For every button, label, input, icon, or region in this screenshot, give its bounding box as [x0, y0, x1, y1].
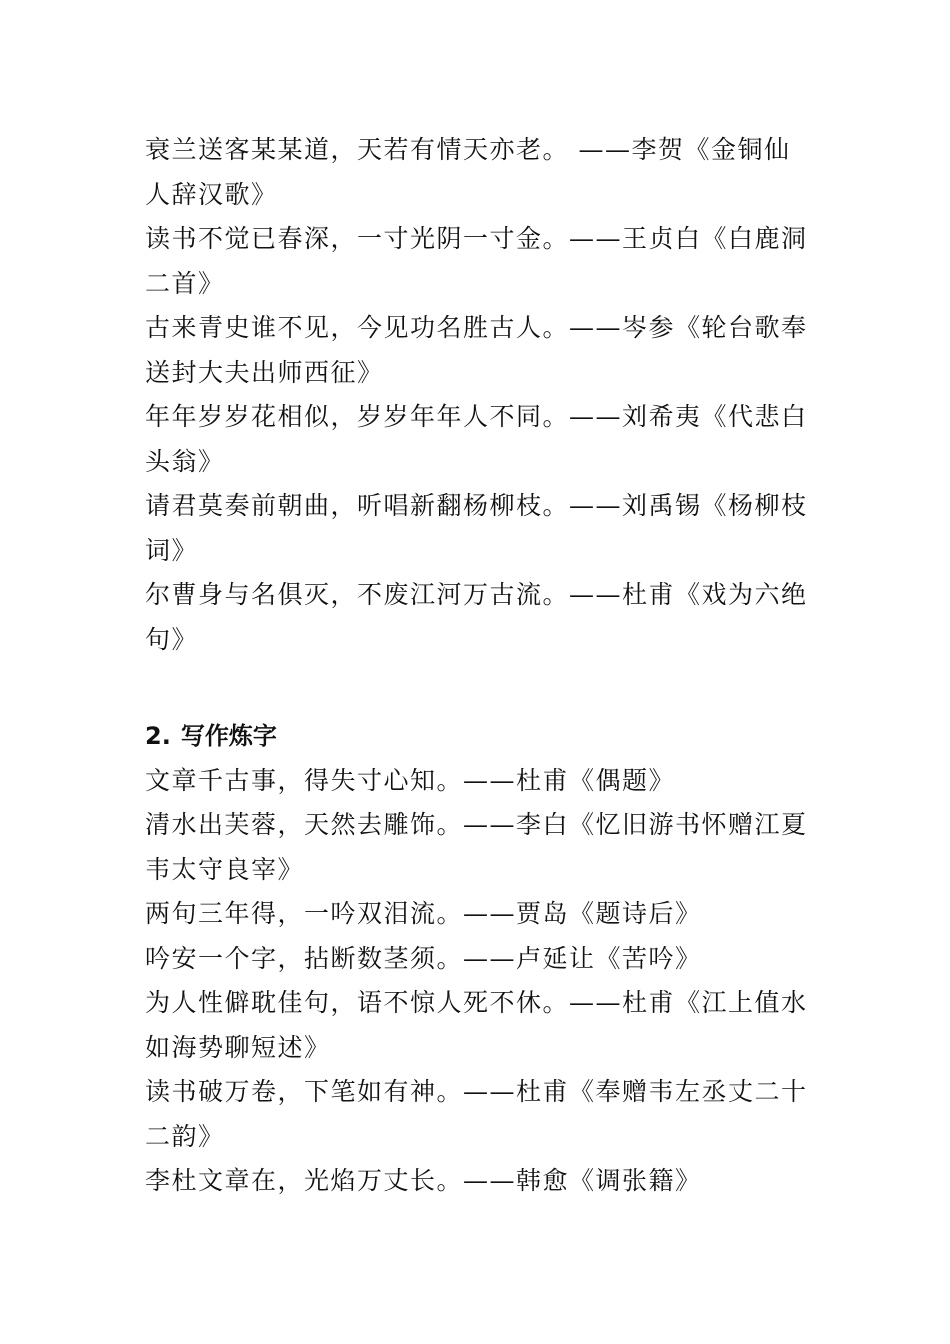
quote-list-section-2	[145, 759, 810, 1204]
section-title: 写作炼字	[180, 722, 277, 750]
quote-line: 衰兰送客某某道，天若有情天亦老。 ——李贺《金铜仙人辞汉歌》	[145, 135, 791, 209]
quote-line: 文章千古事，得失寸心知。——杜甫《偶题》	[145, 765, 676, 795]
quote-line: 读书破万卷，下笔如有神。——杜甫《奉赠韦左丞丈二十二韵》	[145, 1077, 808, 1151]
document-body	[145, 128, 810, 1204]
quote-line: 吟安一个字，拈断数茎须。——卢延让《苦吟》	[145, 943, 702, 973]
section-spacer	[145, 662, 810, 714]
section-number: 2.	[145, 722, 171, 750]
quote-line: 为人性僻耽佳句，语不惊人死不休。——杜甫《江上值水如海势聊短述》	[145, 988, 808, 1062]
quote-line: 李杜文章在，光焰万丈长。——韩愈《调张籍》	[145, 1166, 702, 1195]
section-heading	[145, 714, 810, 759]
quote-list-section-1	[145, 128, 810, 662]
quote-line: 两句三年得，一吟双泪流。——贾岛《题诗后》	[145, 899, 702, 928]
quote-line: 尔曹身与名俱灭，不废江河万古流。——杜甫《戏为六绝句》	[145, 580, 808, 654]
quote-line: 读书不觉已春深，一寸光阴一寸金。——王贞白《白鹿洞二首》	[145, 224, 808, 298]
quote-line: 古来青史谁不见，今见功名胜古人。——岑参《轮台歌奉送封大夫出师西征》	[145, 313, 808, 387]
quote-line: 清水出芙蓉，天然去雕饰。——李白《忆旧游书怀赠江夏韦太守良宰》	[145, 810, 808, 884]
quote-line: 年年岁岁花相似，岁岁年年人不同。——刘希夷《代悲白头翁》	[145, 402, 808, 476]
quote-line: 请君莫奏前朝曲，听唱新翻杨柳枝。——刘禹锡《杨柳枝词》	[145, 491, 808, 565]
